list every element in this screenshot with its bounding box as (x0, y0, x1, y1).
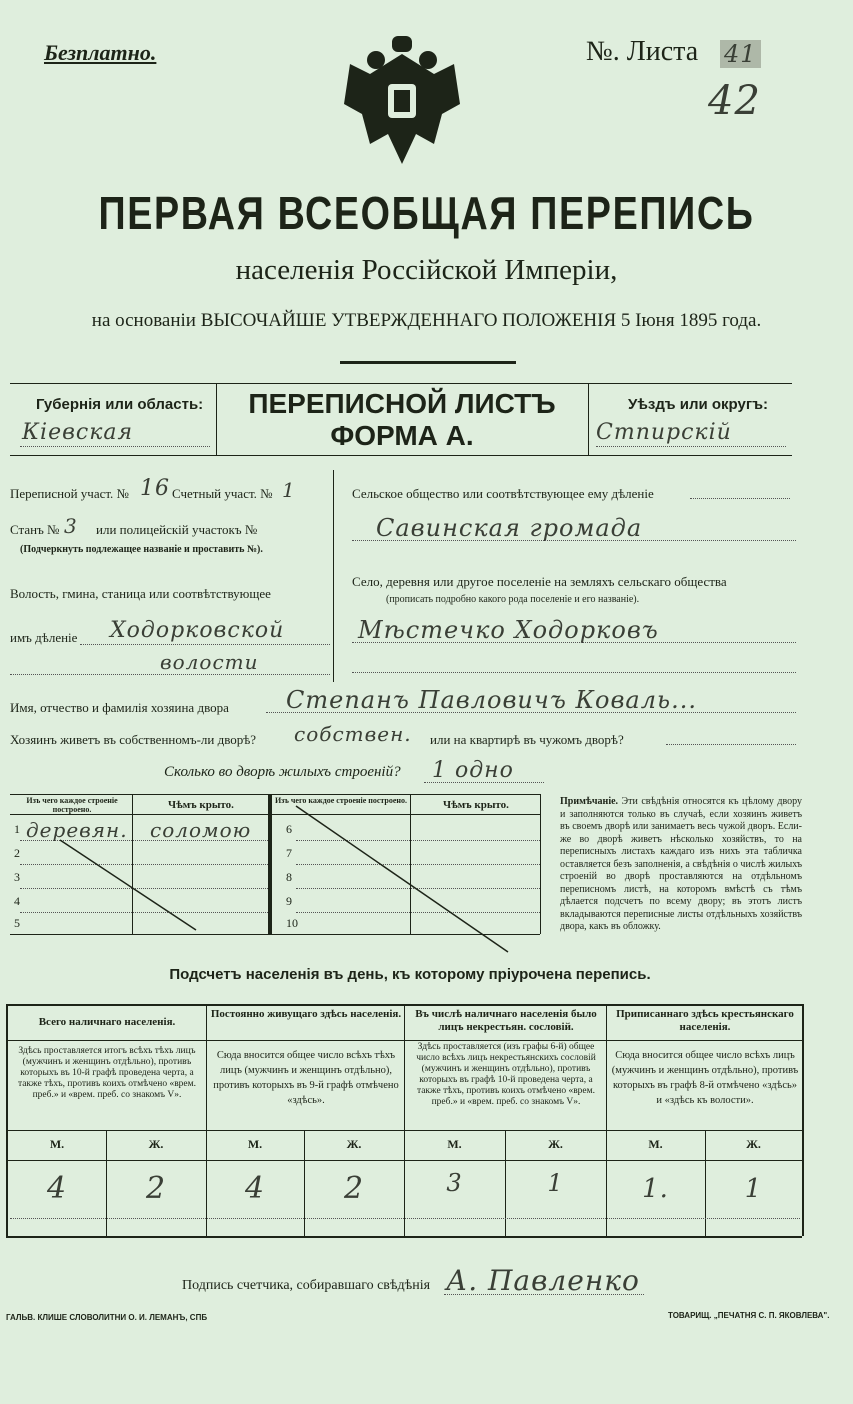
counting-district-label: Счетный участ. № (172, 486, 273, 501)
pop-col2-desc: Сюда вносится общее число всѣхъ тѣхъ лицъ (мужчинъ и женщинъ отдѣльно), противъ которыхъ въ 9-й графѣ отмѣчено «здѣсь». (213, 1050, 399, 1106)
pop-col3-f-value: 1 (547, 1169, 564, 1197)
col-roof-right: Чѣмъ крыто. (443, 799, 509, 811)
pop-col1-m-label: М. (49, 1137, 65, 1151)
police-label: или полицейскій участокъ № (96, 522, 258, 537)
note-text: Эти свѣдѣнія относятся къ цѣлому двору и заполняются только въ случаѣ, если хозяинъ живетъ въ своемъ дворѣ или занимаетъ весь чужой дворъ. Если-же во дворѣ живетъ нѣсколько хозяйствъ, то на переписныхъ листахъ каждаго изъ нихъ эта табличка оставляется безъ заполненія, а свѣдѣнія о числѣ жилыхъ строеній во дворѣ проставляются на отдѣльномъ переписномъ листѣ, на которомъ вмѣстѣ съ тѣмъ дѣлается подсчетъ по всему двору; въ этотъ листъ вкладываются переписные листы отдѣльныхъ хозяйствъ двора, какъ въ обложку. (560, 796, 803, 932)
pop-col2-m-label: М. (247, 1137, 263, 1151)
pop-col3-m-label: М. (447, 1137, 462, 1151)
buildings-label: Сколько во дворѣ жилыхъ строеній? (164, 764, 401, 780)
gubernia-value: Кіевская (22, 420, 134, 445)
sheet-number-value: 41 (720, 40, 761, 68)
pop-col2-title: Постоянно живущаго здѣсь населенія. (210, 1008, 402, 1020)
census-district-value: 16 (140, 476, 170, 501)
lives-label: Хозяинъ живетъ въ собственномъ-ли дворѣ? (10, 732, 257, 747)
village-note: (прописать подробно какого рода поселеніе и его названіе). (386, 594, 640, 605)
sheet-number-label: №. Листа (586, 36, 699, 67)
owner-name-value: Степанъ Павловичъ Коваль... (286, 686, 697, 714)
sheet-number-written: 42 (708, 78, 761, 124)
form-name: ФОРМА А. (330, 420, 474, 451)
village-label: Село, деревня или другое поселеніе на земляхъ сельскаго общества (352, 574, 727, 589)
pop-col3-title: Въ числѣ наличнаго населенія было лицъ некрестьян. сословій. (415, 1008, 597, 1033)
pop-col1-desc: Здѣсь проставляется итогъ всѣхъ тѣхъ лицъ (мужчинъ и женщинъ отдѣльно), противъ которыхъ въ 10-й графѣ проведена черта, а также тѣхъ, противъ коихъ отмѣчено «врем. преб.» и «врем. преб. со знакомъ V». (17, 1046, 197, 1100)
society-value: Савинская громада (376, 514, 643, 542)
pop-col4-desc: Сюда вносится общее число всѣхъ лицъ (мужчинъ и женщинъ отдѣльно), противъ которыхъ въ графѣ 8-й отмѣчено «здѣсь» и «здѣсь къ волости». (611, 1050, 799, 1106)
signature-value: А. Павленко (446, 1264, 640, 1297)
row-label-4: 4 (14, 894, 20, 908)
pop-col4-m-value: 1. (642, 1174, 669, 1204)
counting-district-value: 1 (282, 478, 296, 502)
free-label: Безплатно. (44, 40, 157, 65)
row-label-1: 1 (14, 822, 20, 836)
row-label-10: 10 (286, 916, 298, 930)
signature-label: Подпись счетчика, собиравшаго свѣдѣнія (182, 1278, 431, 1293)
pop-col3-f-label: Ж. (548, 1137, 563, 1151)
census-district-label: Переписной участ. № (10, 486, 129, 501)
lives-label2: или на квартирѣ въ чужомъ дворѣ? (430, 732, 624, 747)
row-label-8: 8 (286, 870, 292, 884)
note-label: Примѣчаніе. (560, 796, 619, 807)
page-title: ПЕРВАЯ ВСЕОБЩАЯ ПЕРЕПИСЬ (98, 187, 755, 239)
pop-col4-title: Приписаннаго здѣсь крестьянскаго населенія. (616, 1008, 794, 1033)
col-material-right: Изъ чего каждое строеніе построено. (274, 796, 408, 805)
printer-right: ТОВАРИЩ. „ПЕЧАТНЯ С. П. ЯКОВЛЕВА". (668, 1311, 830, 1320)
col-roof-left: Чѣмъ крыто. (168, 799, 234, 811)
pop-col1-f-value: 2 (145, 1171, 167, 1206)
basis-line: на основаніи ВЫСОЧАЙШЕ УТВЕРЖДЕННАГО ПОЛОЖЕНІЯ 5 Іюня 1895 года. (91, 310, 762, 331)
uezd-value: Стпирскій (596, 420, 732, 445)
village-value: Мѣстечко Ходорковъ (358, 616, 659, 644)
pop-col1-f-label: Ж. (148, 1137, 164, 1151)
volost-label: Волость, гмина, станица или соотвѣтствующее (10, 586, 271, 601)
row1-roof: соломою (150, 818, 252, 842)
pop-col2-f-label: Ж. (346, 1137, 362, 1151)
form-title: ПЕРЕПИСНОЙ ЛИСТЪ (248, 388, 556, 419)
society-label: Сельское общество или соотвѣтствующее ему дѣленіе (352, 486, 654, 501)
printer-left: ГАЛЬВ. КЛИШЕ СЛОВОЛИТНИ О. И. ЛЕМАНЪ, СПБ (6, 1313, 208, 1322)
owner-name-label: Имя, отчество и фамилія хозяина двора (10, 700, 229, 715)
pop-col4-f-value: 1 (744, 1174, 763, 1204)
row-label-5: 5 (14, 916, 20, 930)
uezd-label: Уѣздъ или округъ: (628, 396, 769, 413)
col-material-left: Изъ чего каждое строеніе построено. (26, 796, 118, 814)
pop-col3-m-value: 3 (446, 1169, 463, 1197)
pop-col4-m-label: М. (648, 1137, 663, 1151)
lives-value: собствен. (294, 722, 412, 746)
row-label-6: 6 (286, 822, 292, 836)
pop-col3-desc: Здѣсь проставляется (изъ графы 6-й) общее число всѣхъ лицъ некрестьянскихъ сословій (мужчинъ и женщинъ отдѣльно), противъ которыхъ въ графѣ 10-й проведена черта, а также тѣхъ, противъ коихъ отмѣчено «врем. преб.» и «врем. преб. со знакомъ V». (416, 1042, 596, 1107)
page-subtitle: населенія Россійской Имперіи, (235, 254, 618, 286)
pop-col1-m-value: 4 (46, 1171, 68, 1206)
pop-col2-m-value: 4 (244, 1171, 266, 1206)
note-block (560, 796, 802, 934)
stan-note: (Подчеркнуть подлежащее названіе и проставить №). (20, 544, 263, 555)
buildings-value: 1 одно (432, 758, 514, 783)
pop-col4-f-label: Ж. (746, 1137, 761, 1151)
volost-label2: имъ дѣленіе (10, 630, 78, 645)
pop-col2-f-value: 2 (343, 1171, 365, 1206)
gubernia-label: Губернія или область: (36, 396, 204, 413)
row1-material: деревян. (26, 818, 128, 842)
row-label-2: 2 (14, 846, 20, 860)
row-label-7: 7 (286, 846, 292, 860)
volost-value2: волости (160, 650, 259, 674)
volost-value1: Ходорковской (110, 618, 285, 643)
row-label-3: 3 (14, 870, 20, 884)
row-label-9: 9 (286, 894, 292, 908)
stan-label: Станъ № (10, 522, 60, 537)
pop-col1-title: Всего наличнаго населенія. (38, 1016, 176, 1028)
population-heading: Подсчетъ населенія въ день, къ которому пріурочена перепись. (169, 966, 651, 983)
stan-value: 3 (64, 514, 78, 538)
